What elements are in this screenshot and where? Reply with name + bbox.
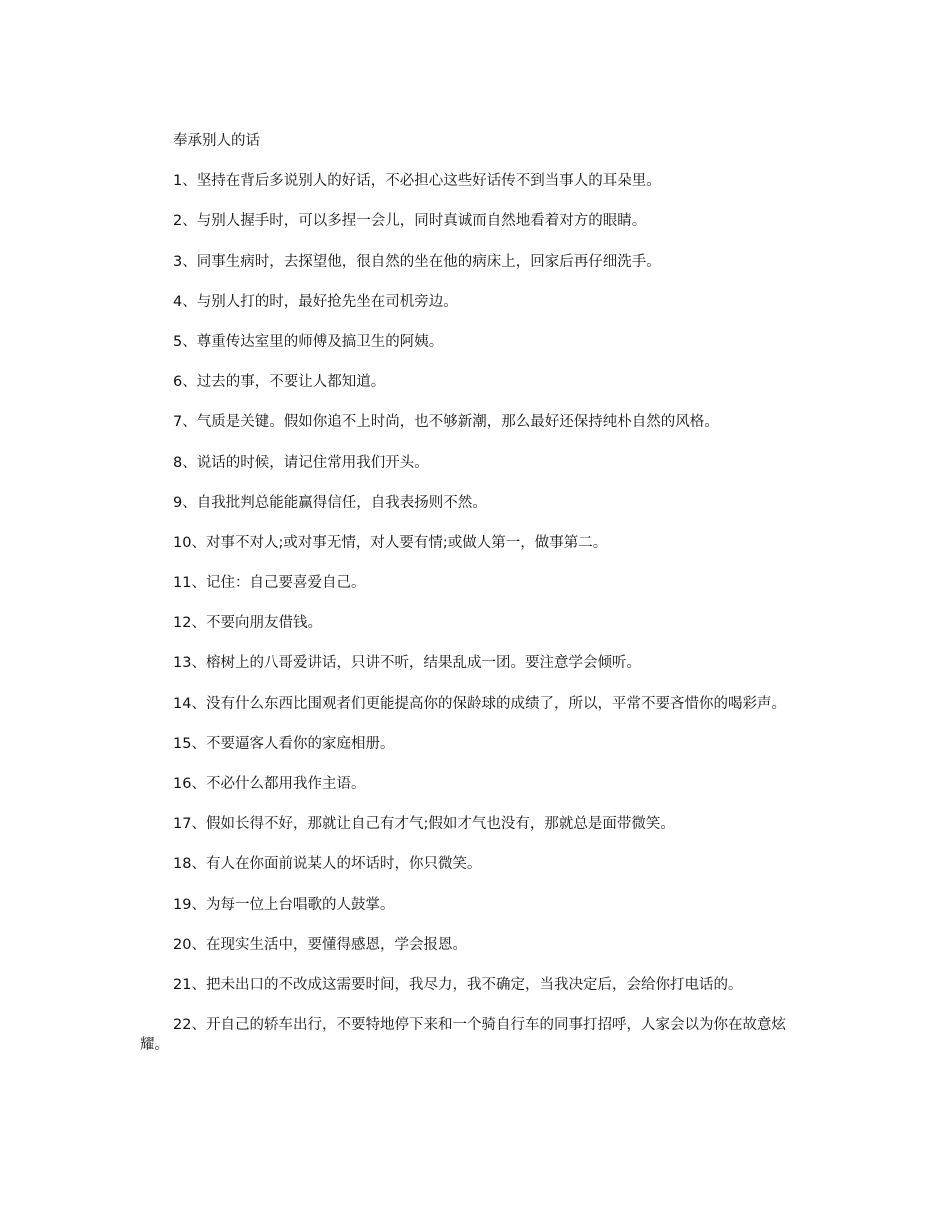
list-item: 15、不要逼客人看你的家庭相册。 bbox=[173, 735, 395, 752]
list-item: 14、没有什么东西比围观者们更能提高你的保龄球的成绩了，所以，平常不要吝惜你的喝彩声。 bbox=[173, 695, 786, 712]
list-item: 5、尊重传达室里的师傅及搞卫生的阿姨。 bbox=[173, 333, 444, 350]
list-item: 13、榕树上的八哥爱讲话，只讲不听，结果乱成一团。要注意学会倾听。 bbox=[173, 655, 641, 672]
list-item: 3、同事生病时，去探望他，很自然的坐在他的病床上，回家后再仔细洗手。 bbox=[173, 253, 661, 270]
list-item: 19、为每一位上台唱歌的人鼓掌。 bbox=[173, 896, 395, 913]
list-item: 11、记住：自己要喜爱自己。 bbox=[173, 575, 366, 592]
list-item: 2、与别人握手时，可以多捏一会儿，同时真诚而自然地看着对方的眼睛。 bbox=[173, 213, 647, 230]
list-item: 12、不要向朋友借钱。 bbox=[173, 615, 322, 632]
list-item: 20、在现实生活中，要懂得感恩，学会报恩。 bbox=[173, 936, 467, 953]
list-item: 7、气质是关键。假如你追不上时尚，也不够新潮，那么最好还保持纯朴自然的风格。 bbox=[173, 414, 719, 431]
list-item: 1、坚持在背后多说别人的好话，不必担心这些好话传不到当事人的耳朵里。 bbox=[173, 173, 661, 190]
list-item: 21、把未出口的不改成这需要时间，我尽力，我不确定，当我决定后，会给你打电话的。 bbox=[173, 976, 743, 993]
document-title: 奉承别人的话 bbox=[173, 133, 260, 149]
document-body bbox=[140, 131, 810, 1075]
list-item: 22、开自己的轿车出行，不要特地停下来和一个骑自行车的同事打招呼，人家会以为你在故意炫耀。 bbox=[140, 1017, 786, 1054]
list-item: 10、对事不对人;或对事无情，对人要有情;或做人第一，做事第二。 bbox=[173, 534, 608, 551]
list-item: 8、说话的时候，请记住常用我们开头。 bbox=[173, 454, 429, 471]
list-item: 4、与别人打的时，最好抢先坐在司机旁边。 bbox=[173, 293, 458, 310]
list-item: 18、有人在你面前说某人的坏话时，你只微笑。 bbox=[173, 856, 482, 873]
list-item: 16、不必什么都用我作主语。 bbox=[173, 776, 366, 792]
list-item: 17、假如长得不好，那就让自己有才气;假如才气也没有，那就总是面带微笑。 bbox=[173, 816, 675, 833]
list-item: 6、过去的事，不要让人都知道。 bbox=[173, 374, 386, 391]
list-item: 9、自我批判总能能赢得信任，自我表扬则不然。 bbox=[173, 494, 487, 511]
